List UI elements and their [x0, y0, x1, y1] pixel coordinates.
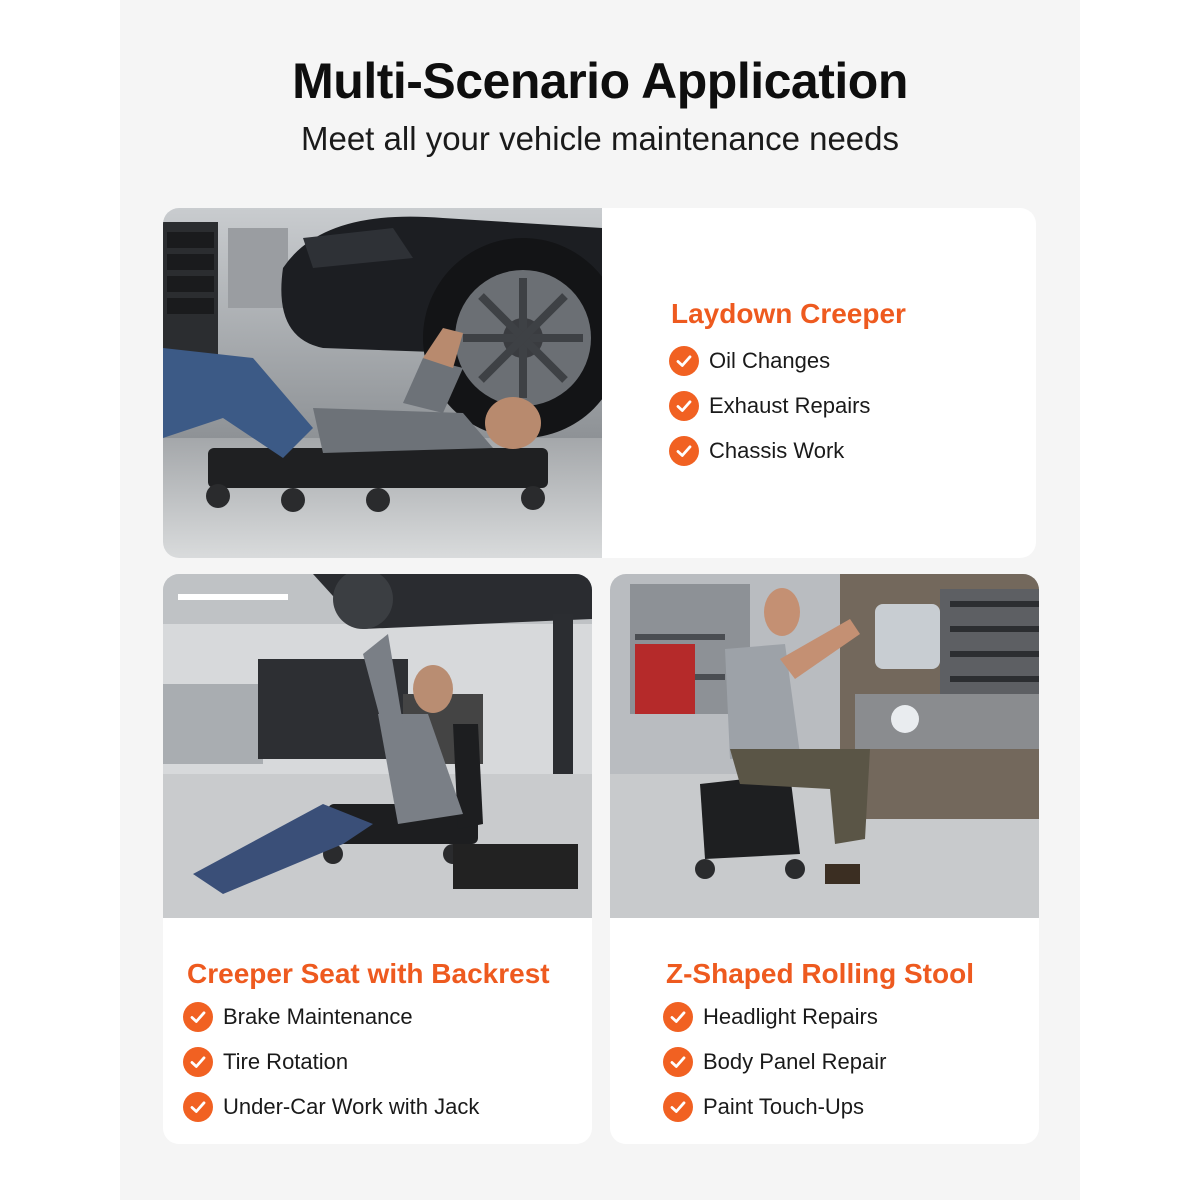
feature-item: Oil Changes — [669, 338, 870, 383]
page-title: Multi-Scenario Application — [292, 53, 908, 109]
feature-item: Exhaust Repairs — [669, 383, 870, 428]
check-circle-icon — [663, 1002, 693, 1032]
check-circle-icon — [183, 1002, 213, 1032]
feature-item: Headlight Repairs — [663, 994, 886, 1039]
feature-item: Brake Maintenance — [183, 994, 479, 1039]
scenario-card-rolling-stool — [610, 574, 1039, 1144]
check-circle-icon — [663, 1047, 693, 1077]
page-subtitle: Meet all your vehicle maintenance needs — [300, 120, 899, 157]
feature-item: Tire Rotation — [183, 1039, 479, 1084]
feature-item: Paint Touch-Ups — [663, 1084, 886, 1129]
check-circle-icon — [669, 346, 699, 376]
feature-item: Body Panel Repair — [663, 1039, 886, 1084]
feature-list-rolling-stool — [663, 994, 886, 1129]
feature-item: Under-Car Work with Jack — [183, 1084, 479, 1129]
feature-list-creeper-seat — [183, 994, 479, 1129]
scenario-photo-rolling-stool — [610, 574, 1039, 918]
scenario-title-laydown: Laydown Creeper — [671, 298, 906, 329]
scenario-card-laydown — [163, 208, 1036, 558]
check-circle-icon — [183, 1047, 213, 1077]
scenario-card-creeper-seat — [163, 574, 592, 1144]
check-circle-icon — [669, 436, 699, 466]
scenario-photo-creeper-seat — [163, 574, 592, 918]
check-circle-icon — [183, 1092, 213, 1122]
scenario-photo-laydown — [163, 208, 602, 558]
feature-item: Chassis Work — [669, 428, 870, 473]
check-circle-icon — [663, 1092, 693, 1122]
scenario-title-creeper-seat: Creeper Seat with Backrest — [187, 958, 550, 989]
scenario-title-rolling-stool: Z-Shaped Rolling Stool — [666, 958, 974, 989]
feature-list-laydown — [669, 338, 870, 473]
check-circle-icon — [669, 391, 699, 421]
